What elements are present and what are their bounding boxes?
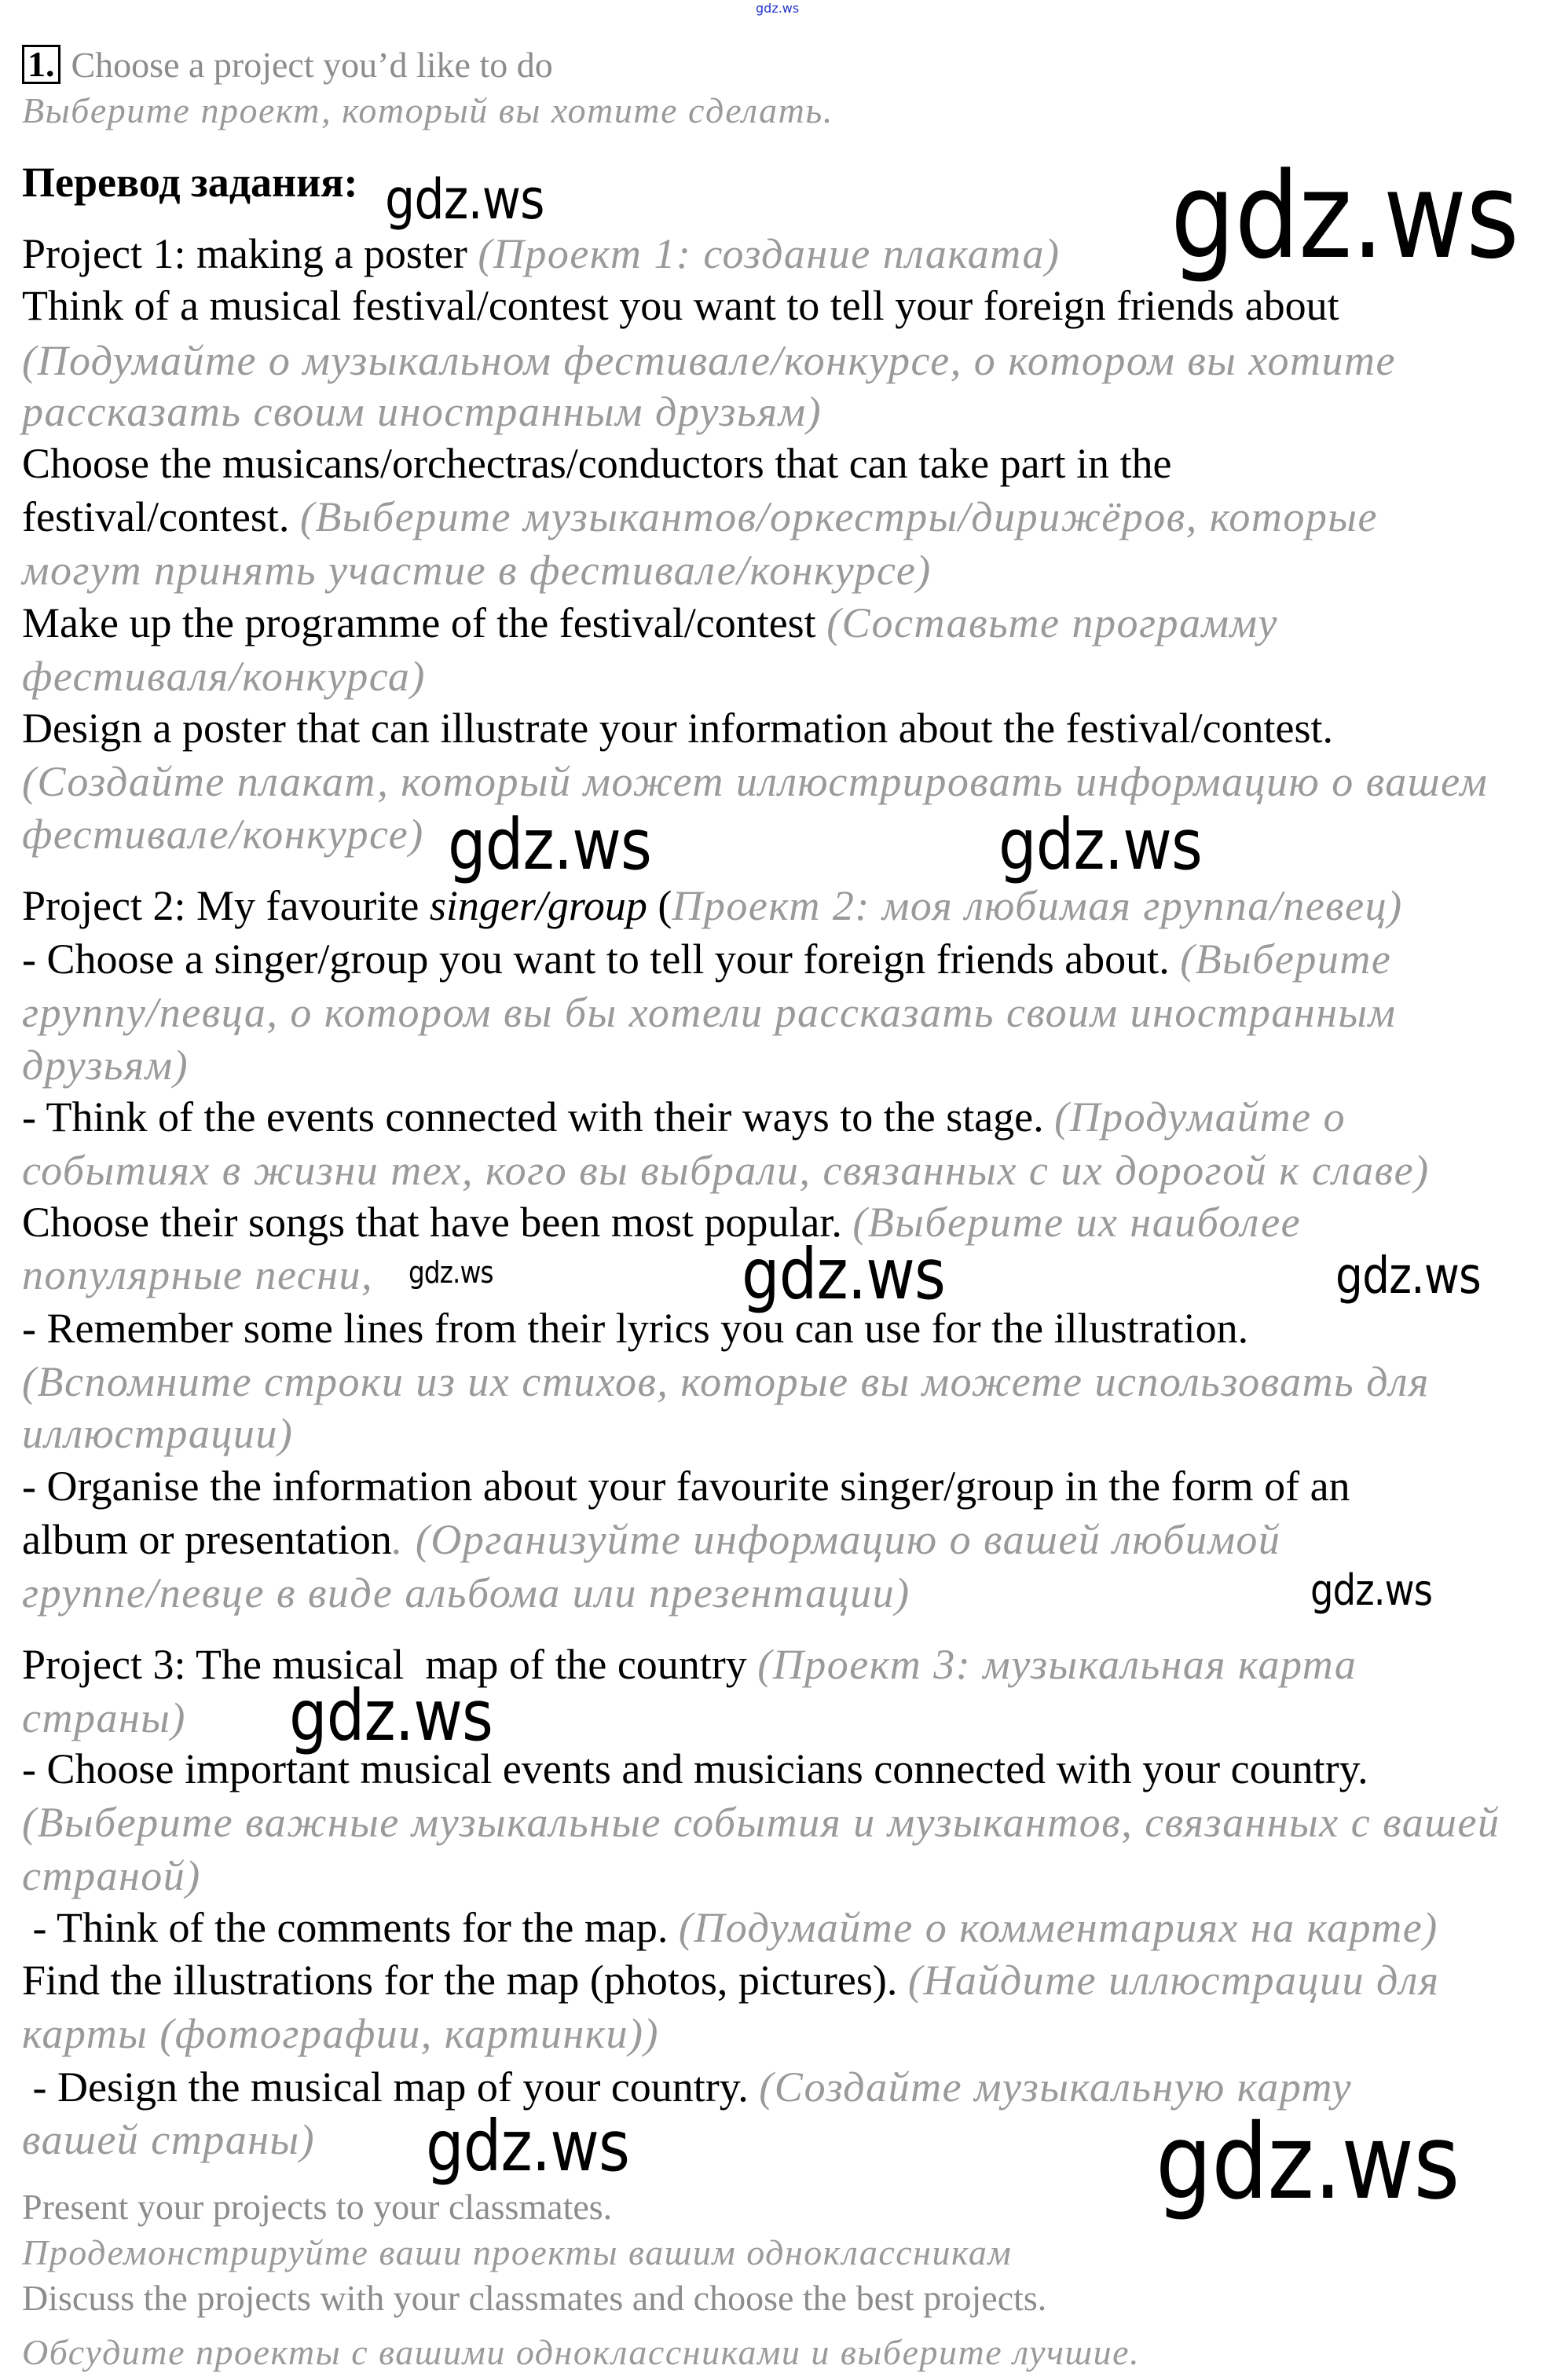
text-segment: singer/group [429, 882, 658, 929]
text-line [22, 159, 357, 206]
text-line [22, 882, 1403, 929]
translation-text: (Проект 3: музыкальная карта [757, 1641, 1357, 1688]
text-segment: - Choose a singer/group you want to tell your foreign friends about. [22, 936, 1181, 983]
translation-text: группе/певце в виде альбома или презентации) [22, 1569, 910, 1617]
text-segment: - Think of the comments for the map. [22, 1904, 679, 1951]
watermark: gdz.ws [289, 1675, 493, 1756]
text-line [22, 1199, 1301, 1246]
text-line [22, 230, 1060, 277]
translation-text: (Продумайте о [1054, 1093, 1346, 1141]
translation-text: . (Организуйте информацию о вашей любимой [391, 1516, 1281, 1563]
translation-text: (Выберите важные музыкальные события и музыкантов, связанных с вашей [22, 1799, 1500, 1846]
watermark: gdz.ws [408, 1255, 493, 1290]
text-segment: - Choose important musical events and musicians connected with your country. [22, 1745, 1368, 1792]
translation-text: страны) [22, 1694, 186, 1741]
translation-text: (Вспомните строки из их стихов, которые вы можете использовать для [22, 1358, 1430, 1405]
text-segment: Project 2: My favourite [22, 882, 430, 929]
text-line [22, 1147, 1430, 1194]
text-line [22, 936, 1391, 983]
text-segment: Discuss the projects with your classmates and choose the best projects. [22, 2278, 1047, 2318]
translation-text: (Выберите [1180, 936, 1392, 983]
translation-text: (Найдите иллюстрации для [907, 1957, 1440, 2004]
translation-text: (Выберите музыкантов/оркестры/дирижёров, которые [299, 493, 1378, 540]
watermark: gdz.ws [742, 1233, 945, 1315]
text-line [22, 1251, 373, 1298]
translation-text: (Выберите их наиболее [852, 1199, 1302, 1246]
text-line [22, 493, 1378, 540]
text-line [22, 337, 1396, 384]
text-line [22, 2187, 612, 2228]
text-line [22, 2063, 1352, 2111]
watermark: gdz.ws [1156, 2102, 1460, 2223]
text-line [22, 547, 932, 594]
text-line [22, 1463, 1350, 1510]
text-segment: - Remember some lines from their lyrics you can use for the illustration. [22, 1305, 1249, 1352]
translation-text: (Создайте плакат, который может иллюстрировать информацию о вашем [22, 758, 1489, 805]
text-segment: Choose the musicans/orchectras/conductors that can take part in the [22, 440, 1172, 487]
translation-text: друзьям) [22, 1042, 189, 1089]
translation-text: группу/певца, о котором вы бы хотели рассказать своим иностранным [22, 989, 1397, 1036]
exercise-number-box: 1. [22, 45, 60, 84]
text-line [22, 90, 833, 131]
text-segment: Перевод задания: [22, 159, 358, 206]
text-segment: Present your projects to your classmates. [22, 2187, 613, 2227]
translation-text: иллюстрации) [22, 1410, 294, 1457]
text-line [22, 811, 424, 858]
text-line [22, 1957, 1440, 2004]
text-segment: Choose their songs that have been most popular. [22, 1199, 853, 1246]
text-line [22, 1569, 910, 1617]
translation-text: Выберите проект, который вы хотите сделать. [22, 90, 833, 130]
text-segment: - Think of the events connected with their ways to the stage. [22, 1093, 1055, 1141]
text-segment: - Design the musical map of your country. [22, 2063, 760, 2111]
text-line [22, 2010, 659, 2057]
text-line [22, 1641, 1357, 1688]
translation-text: карты (фотографии, картинки)) [22, 2010, 659, 2057]
text-line [22, 2232, 1012, 2273]
text-segment: - Organise the information about your favourite singer/group in the form of an [22, 1463, 1350, 1510]
text-line [22, 1799, 1500, 1846]
text-line [22, 440, 1172, 487]
translation-text: Проект 2: моя любимая группа/певец) [672, 882, 1403, 929]
text-line [22, 2116, 315, 2163]
watermark: gdz.ws [1310, 1565, 1433, 1615]
text-line [22, 1904, 1438, 1951]
text-line [22, 1093, 1346, 1141]
watermark: gdz.ws [998, 804, 1202, 885]
text-line [22, 989, 1397, 1036]
text-line [22, 388, 822, 435]
text-line [22, 758, 1488, 805]
text-line [22, 653, 426, 700]
text-segment: Project 3: The musical map of the country [22, 1641, 758, 1688]
translation-text: событиях в жизни тех, кого вы выбрали, связанных с их дорогой к славе) [22, 1147, 1430, 1194]
text-segment: Choose a project you’d like to do [71, 45, 553, 85]
translation-text: Продемонстрируйте ваши проекты вашим одноклассникам [22, 2232, 1013, 2272]
text-segment: festival/contest. [22, 493, 300, 540]
translation-text: (Составьте программу [826, 599, 1278, 646]
translation-text: (Создайте музыкальную карту [759, 2063, 1353, 2111]
translation-text: страной) [22, 1852, 201, 1899]
text-line [22, 705, 1333, 752]
watermark: gdz.ws [426, 2105, 629, 2187]
text-segment: Think of a musical festival/contest you want to tell your foreign friends about [22, 282, 1339, 329]
text-line [22, 1694, 186, 1741]
watermark: gdz.ws [385, 167, 544, 232]
watermark-top: gdz.ws [756, 1, 800, 16]
text-segment: ( [658, 882, 672, 929]
text-line [22, 2278, 1046, 2319]
text-line [22, 1516, 1280, 1563]
text-segment: album or presentation [22, 1516, 392, 1563]
text-line [22, 2332, 1140, 2373]
text-segment: Project 1: making a poster [22, 230, 478, 277]
text-segment: Make up the programme of the festival/contest [22, 599, 827, 646]
translation-text: могут принять участие в фестивале/конкурсе) [22, 547, 932, 594]
watermark: gdz.ws [448, 804, 651, 885]
translation-text: популярные песни, [22, 1251, 374, 1298]
translation-text: фестивале/конкурсе) [22, 811, 424, 858]
translation-text: (Подумайте о комментариях на карте) [678, 1904, 1438, 1951]
text-line [22, 599, 1278, 646]
translation-text: рассказать своим иностранным друзьям) [22, 388, 822, 435]
text-line [22, 282, 1339, 329]
text-line [22, 1852, 201, 1899]
watermark: gdz.ws [1170, 147, 1519, 285]
translation-text: (Проект 1: создание плаката) [478, 230, 1061, 277]
translation-text: фестиваля/конкурса) [22, 653, 426, 700]
text-segment: Design a poster that can illustrate your information about the festival/contest. [22, 705, 1334, 752]
text-line [22, 1410, 293, 1457]
text-segment: Find the illustrations for the map (photos, pictures). [22, 1957, 908, 2004]
translation-text: вашей страны) [22, 2116, 316, 2163]
text-line [22, 1305, 1248, 1352]
text-line [22, 1745, 1368, 1792]
translation-text: Обсудите проекты с вашими одноклассниками и выберите лучшие. [22, 2332, 1141, 2372]
text-line [22, 1042, 189, 1089]
watermark: gdz.ws [1335, 1247, 1481, 1305]
translation-text: (Подумайте о музыкальном фестивале/конкурсе, о котором вы хотите [22, 337, 1396, 384]
text-line [22, 45, 553, 86]
text-line [22, 1358, 1430, 1405]
